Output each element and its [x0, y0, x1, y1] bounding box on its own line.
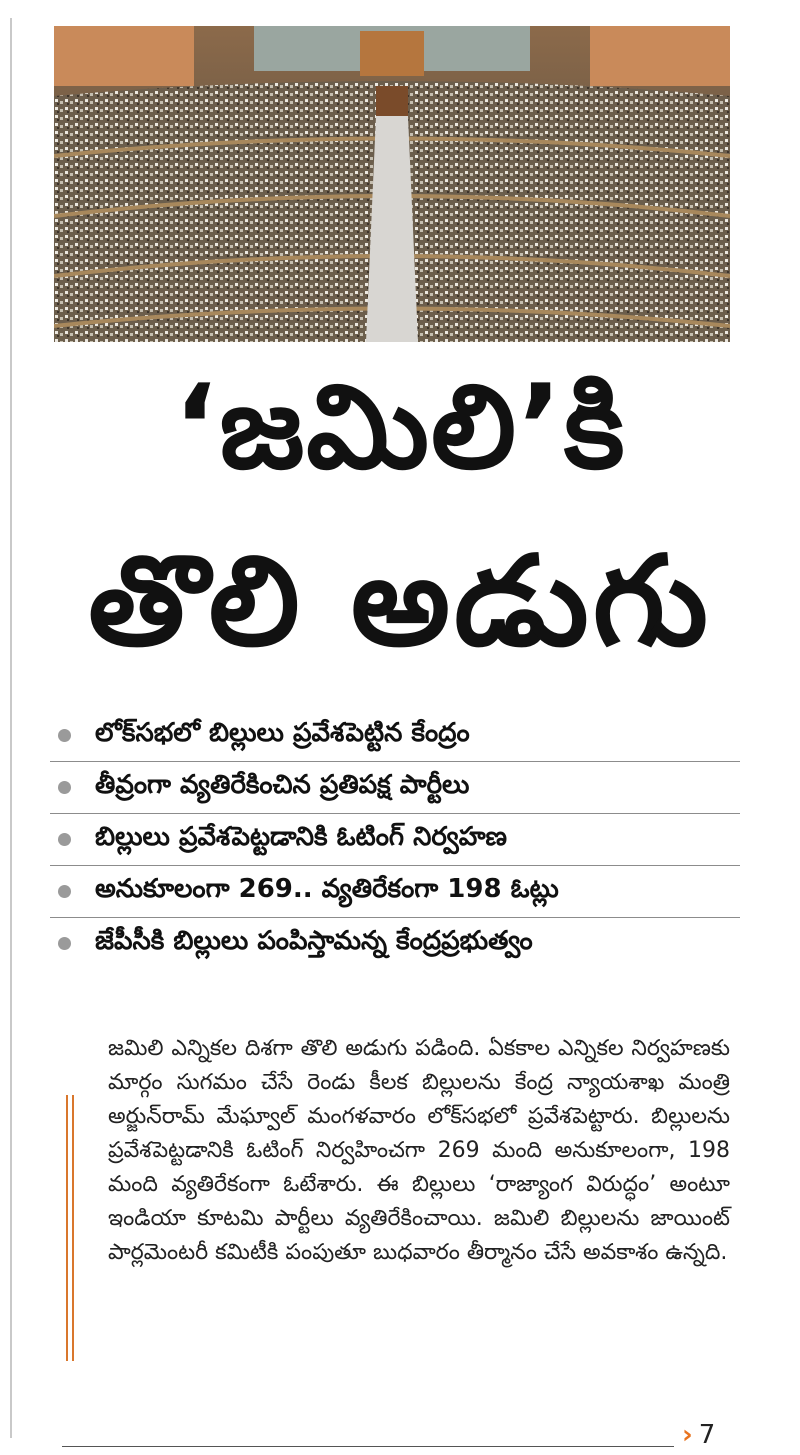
parliament-photo [54, 26, 730, 342]
bullet-item [50, 762, 740, 814]
bullet-dot-icon [58, 781, 71, 794]
footer-rule [62, 1446, 674, 1447]
bullet-text: బిల్లులు ప్రవేశపెట్టడానికి ఓటింగ్ నిర్వహణ [95, 821, 508, 852]
article-body: జమిలి ఎన్నికల దిశగా తొలి అడుగు పడింది. ఏకకాల ఎన్నికల నిర్వహణకు మార్గం సుగమం చేసే రెండు కీలక బిల్లులను కేంద్ర న్యాయశాఖ మంత్రి అర్జున్‌రామ్ మేఘ్వాల్ మంగళవారం లోక్‌సభలో ప్రవేశపెట్టారు. బిల్లులను ప్రవేశపెట్టడానికి ఓటింగ్ నిర్వహించగా 269 మంది అనుకూలంగా, 198 మంది వ్యతిరేకంగా ఓటేశారు. ఈ బిల్లులు ‘రాజ్యాంగ విరుద్ధం’ అంటూ ఇండియా కూటమి పార్టీలు వ్యతిరేకించాయి. జమిలి బిల్లులను జాయింట్ పార్లమెంటరీ కమిటీకి పంపుతూ బుధవారం తీర్మానం చేసే అవకాశం ఉన్నది. [108, 1036, 730, 1265]
bullet-item [50, 814, 740, 866]
bullet-dot-icon [58, 885, 71, 898]
chevron-right-icon: › [682, 1420, 693, 1450]
bullet-item [50, 710, 740, 762]
summary-bullets [50, 710, 740, 969]
bullet-text: అనుకూలంగా 269.. వ్యతిరేకంగా 198 ఓట్లు [95, 873, 559, 904]
bullet-dot-icon [58, 729, 71, 742]
bullet-item [50, 918, 740, 969]
headline-line-2: తొలి అడుగు [88, 530, 712, 674]
bullet-item [50, 866, 740, 918]
left-column-rule [10, 18, 12, 1438]
bullet-text: జేపీసీకి బిల్లులు పంపిస్తామన్న కేంద్రప్రభుత్వం [95, 925, 533, 956]
continued-link[interactable] [682, 1422, 715, 1448]
bullet-dot-icon [58, 833, 71, 846]
bullet-text: తీవ్రంగా వ్యతిరేకించిన ప్రతిపక్ష పార్టీలు [95, 769, 470, 800]
quote-bar-icon [66, 1095, 76, 1361]
headline-line-1: ‘జమిలి’కి [173, 360, 627, 495]
continued-page-number: 7 [698, 1420, 716, 1450]
bullet-dot-icon [58, 937, 71, 950]
bullet-text: లోక్‌సభలో బిల్లులు ప్రవేశపెట్టిన కేంద్రం [95, 717, 470, 748]
